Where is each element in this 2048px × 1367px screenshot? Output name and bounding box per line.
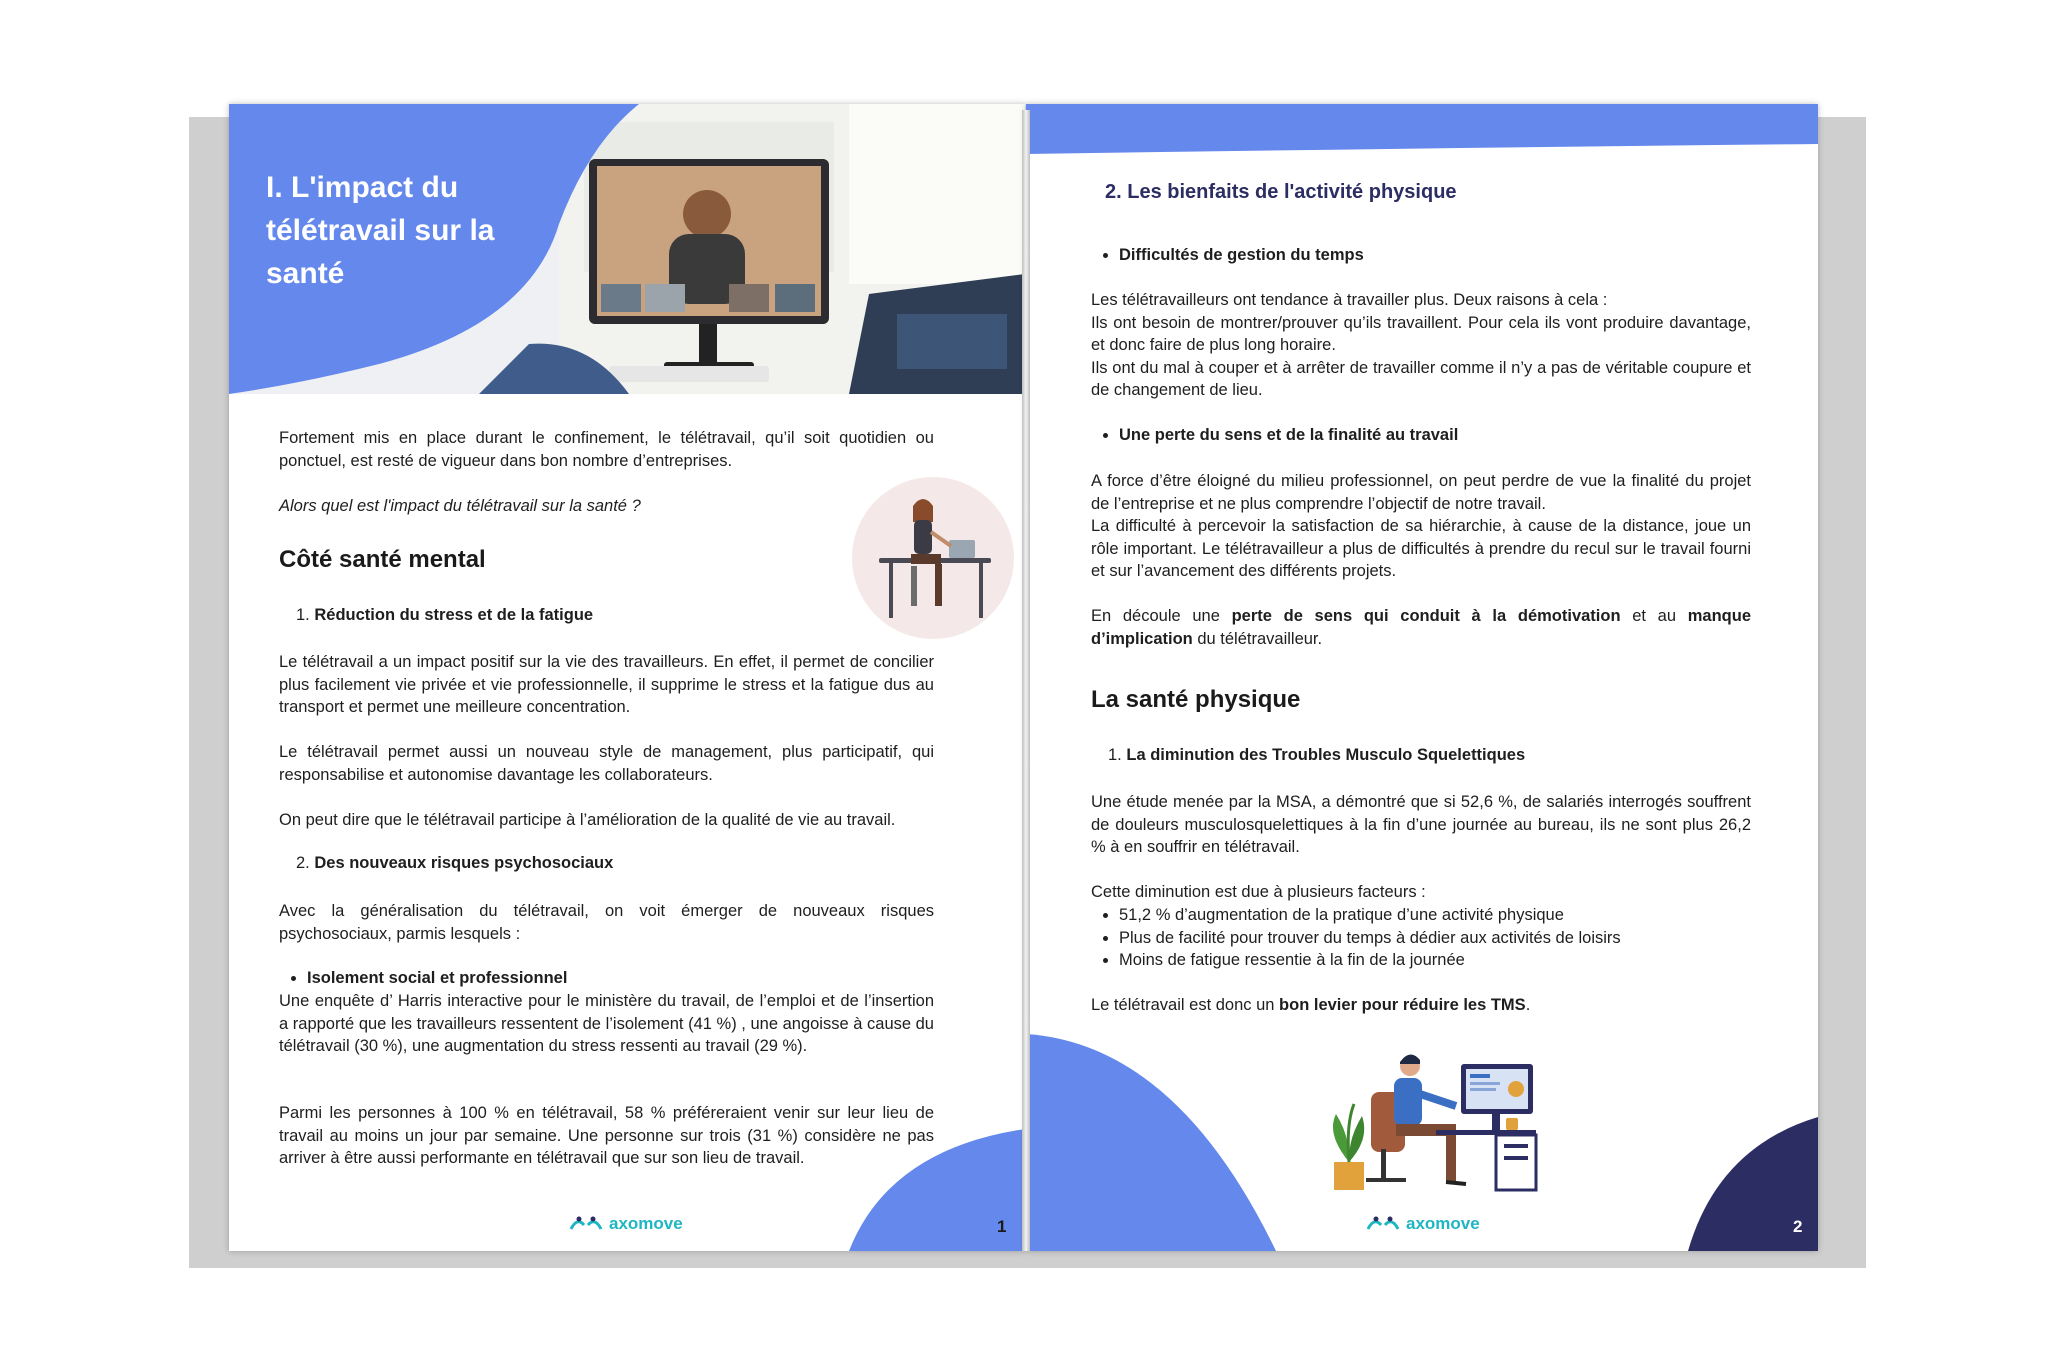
page-number: 2 — [1793, 1217, 1803, 1236]
risks-intro-paragraph: Avec la généralisation du télétravail, on voit émerger de nouveaux risques psychosociaux, parmis lesquels : — [279, 902, 934, 943]
msa-study-paragraph: Une étude menée par la MSA, a démontré que si 52,6 %, de salariés interrogés souffrent de douleurs musculosquelettiques à la fin d’une journée au bureau, ils ne sont plus 26,2 % à en souffrir en télétravail. — [1091, 793, 1751, 856]
management-paragraph: Le télétravail permet aussi un nouveau style de management, plus participatif, qui responsabilise et autonomise davantage les collaborateurs. — [279, 743, 934, 784]
list-item: • Plus de facilité pour trouver du temps à dédier aux activités de loisirs — [1119, 927, 1751, 950]
demotivation-paragraph: En découle une perte de sens qui conduit à la démotivation et au manque d’implication du télétravailleur. — [1091, 607, 1751, 648]
full-remote-paragraph: Parmi les personnes à 100 % en télétravail, 58 % préféreraient venir sur leur lieu de travail au moins un jour par semaine. Une personne sur trois (31 %) considère ne pas arriver à être aussi performante en télétravail que sur son lieu de travail. — [279, 1104, 934, 1167]
list-item: • Moins de fatigue ressentie à la fin de la journée — [1119, 949, 1751, 972]
list-item: • 51,2 % d’augmentation de la pratique d’une activité physique — [1119, 904, 1751, 927]
harris-survey-paragraph: Une enquête d’ Harris interactive pour le ministère du travail, de l’emploi et de l’insertion a rapporté que les travailleurs ressentent de l’isolement (41 %) , une angoisse à cause du télétravail (30 %), une augmentation du stress ressenti au travail (29 %). — [279, 992, 934, 1055]
axomove-logo-icon — [1366, 1215, 1400, 1233]
top-band-curve — [1026, 134, 1818, 154]
book-gutter — [1022, 110, 1030, 1251]
subsection-stress: 1. Réduction du stress et de la fatigue — [296, 606, 594, 624]
factors-intro: Cette diminution est due à plusieurs facteurs : — [1091, 883, 1426, 901]
intro-paragraph: Fortement mis en place durant le confinement, le télétravail, qu’il soit quotidien ou ponctuel, est resté de vigueur dans bon nombre d’entreprises. — [279, 429, 934, 470]
section-title-physical-health: La santé physique — [1091, 686, 1301, 713]
axomove-logo: axomove — [569, 1214, 683, 1234]
time-management-bullet: • Difficultés de gestion du temps — [1091, 244, 1751, 267]
time-management-paragraph: Les télétravailleurs ont tendance à travailler plus. Deux raisons à cela : Ils ont besoin de montrer/prouver qu’ils travaillent. Pour cela ils vont produire davantage, et donc faire de plus long horaire. Ils ont du mal à couper et à arrêter de travailler comme il n’y a pas de véritable coupure et de changement de lieu. — [1091, 291, 1751, 399]
meaning-loss-paragraph: A force d’être éloigné du milieu professionnel, on peut perdre de vue la finalité du projet de l’entreprise et ne plus comprendre l’objectif de notre travail. La difficulté à percevoir la satisfaction de sa hiérarchie, à cause de la distance, joue un rôle important. Le télétravailleur a plus de difficultés à prendre du recul sur le travail fourni et sur l’avancement des différents projets. — [1091, 472, 1751, 580]
section-title-mental-health: Côté santé mental — [279, 546, 486, 573]
right-page — [1026, 104, 1818, 1251]
isolation-bullet: • Isolement social et professionnel — [279, 967, 934, 990]
person-at-desk-illustration — [851, 476, 1015, 640]
quality-of-life-paragraph: On peut dire que le télétravail participe à l’amélioration de la qualité de vie au travail. — [279, 811, 896, 829]
section-title-physical-activity: 2. Les bienfaits de l'activité physique — [1105, 181, 1457, 203]
axomove-logo: axomove — [1366, 1214, 1480, 1234]
subsection-tms: 1. La diminution des Troubles Musculo Squelettiques — [1108, 746, 1526, 764]
tms-conclusion-paragraph: Le télétravail est donc un bon levier pour réduire les TMS. — [1091, 996, 1531, 1014]
axomove-logo-icon — [569, 1215, 603, 1233]
left-page — [229, 104, 1025, 1251]
stress-paragraph: Le télétravail a un impact positif sur la vie des travailleurs. En effet, il permet de concilier plus facilement vie privée et vie professionnelle, il supprime le stress et la fatigue dus au transport et permet une meilleure concentration. — [279, 653, 934, 716]
page-number: 1 — [997, 1217, 1007, 1236]
decorative-arc-left — [1026, 1034, 1276, 1251]
page-title: I. L'impact du télétravail sur la santé — [266, 171, 495, 290]
office-worker-illustration — [1326, 1044, 1541, 1194]
meaning-loss-bullet: • Une perte du sens et de la finalité au travail — [1091, 424, 1751, 447]
factors-list — [1091, 904, 1751, 972]
subsection-psychosocial-risks: 2. Des nouveaux risques psychosociaux — [296, 854, 614, 872]
intro-question: Alors quel est l'impact du télétravail sur la santé ? — [279, 497, 641, 515]
